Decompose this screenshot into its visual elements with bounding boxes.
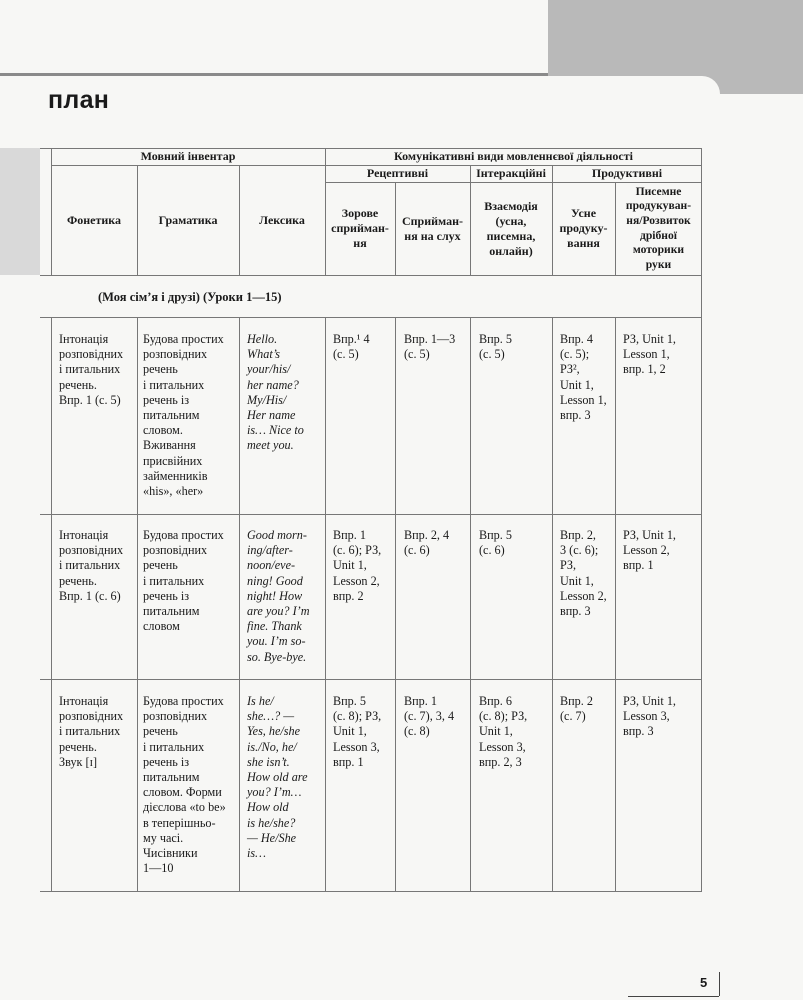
header-interaction: Інтеракційні xyxy=(476,166,546,180)
col-line xyxy=(470,317,471,891)
header-productive: Продуктивні xyxy=(591,166,663,180)
row2-visual: Впр. 1 (с. 6); РЗ, Unit 1, Lesson 2, впр. 2 xyxy=(333,528,382,603)
row3-interaction: Впр. 6 (с. 8); РЗ, Unit 1, Lesson 3, впр. 2, 3 xyxy=(479,694,528,769)
row1-written: РЗ, Unit 1, Lesson 1, впр. 1, 2 xyxy=(623,332,676,377)
plan-table xyxy=(40,148,702,892)
row1-grammar: Будова простих розповідних речень і питальних речень із питальним словом. Вживання присвійних займенників «his», «her» xyxy=(143,332,224,499)
col-line xyxy=(137,317,138,891)
page-number: 5 xyxy=(700,975,708,990)
header-inventory: Мовний інвентар xyxy=(140,149,236,163)
header-receptive: Рецептивні xyxy=(366,166,429,180)
row2-grammar: Будова простих розповідних речень і питальних речень із питальним словом xyxy=(143,528,224,634)
row3-grammar: Будова простих розповідних речень і питальних речень із питальним словом. Форми дієслова «to be» в теперішньо- му часі. Чисівники 1—10 xyxy=(143,694,226,876)
col-line xyxy=(552,317,553,891)
row1-listening: Впр. 1—3 (с. 5) xyxy=(404,332,456,362)
section-title: (Моя сім’я і друзі) (Уроки 1—15) xyxy=(98,290,282,304)
row3-listening: Впр. 1 (с. 7), 3, 4 (с. 8) xyxy=(404,694,455,739)
page-title: план xyxy=(48,86,110,114)
row3-phonetics: Інтонація розповідних і питальних речень. Звук [ɪ] xyxy=(59,694,124,769)
corner-tab-cap xyxy=(548,76,720,106)
row1-interaction: Впр. 5 (с. 5) xyxy=(479,332,512,362)
page-number-rule xyxy=(628,996,719,997)
row2-phonetics: Інтонація розповідних і питальних речень. Впр. 1 (с. 6) xyxy=(59,528,124,603)
row3-oral: Впр. 2 (с. 7) xyxy=(560,694,593,724)
left-margin-tab xyxy=(0,148,40,275)
row2-written: РЗ, Unit 1, Lesson 2, впр. 1 xyxy=(623,528,676,573)
header-lexis: Лексика xyxy=(259,212,305,227)
col-line xyxy=(395,317,396,891)
row2-lexis: Good morn- ing/after- noon/eve- ning! Good night! How are you? I’m fine. Thank you. I’m so- so. Bye-bye. xyxy=(247,528,310,664)
row2-oral: Впр. 2, 3 (с. 6); РЗ, Unit 1, Lesson 2, впр. 3 xyxy=(560,528,607,619)
header-visual: Зорове сприйман- ня xyxy=(331,206,389,250)
row-line xyxy=(40,317,702,318)
header-oral: Усне продуку- вання xyxy=(559,206,608,250)
row-line xyxy=(40,514,702,515)
row1-phonetics: Інтонація розповідних і питальних речень. Впр. 1 (с. 5) xyxy=(59,332,124,407)
col-line xyxy=(51,317,52,891)
row3-lexis: Is he/ she…? — Yes, he/she is./No, he/ she isn’t. How old are you? I’m… How old is he/she? — He/She is… xyxy=(247,694,308,861)
header-interaction-sub: Взаємодія (усна, писемна, онлайн) xyxy=(484,198,538,258)
header-written: Писемне продукуван- ня/Розвиток дрібної моторики руки xyxy=(625,184,692,271)
header-grammar: Граматика xyxy=(158,212,218,227)
row-line xyxy=(40,891,702,892)
row2-listening: Впр. 2, 4 (с. 6) xyxy=(404,528,450,558)
header-listening: Сприйман- ня на слух xyxy=(401,213,464,243)
page-number-rule xyxy=(719,972,720,996)
row-line xyxy=(40,275,702,276)
header-phonetics: Фонетика xyxy=(66,212,122,227)
header-communicative: Комунікативні види мовленнєвої діяльності xyxy=(394,149,633,163)
row1-oral: Впр. 4 (с. 5); РЗ², Unit 1, Lesson 1, впр. 3 xyxy=(560,332,607,423)
row2-interaction: Впр. 5 (с. 6) xyxy=(479,528,512,558)
row3-visual: Впр. 5 (с. 8); РЗ, Unit 1, Lesson 3, впр. 1 xyxy=(333,694,382,769)
top-rule xyxy=(0,73,548,76)
row3-written: РЗ, Unit 1, Lesson 3, впр. 3 xyxy=(623,694,676,739)
row-line xyxy=(40,679,702,680)
row1-lexis: Hello. What’s your/his/ her name? My/His/ Her name is… Nice to meet you. xyxy=(247,332,304,453)
row1-visual: Впр.¹ 4 (с. 5) xyxy=(333,332,370,362)
